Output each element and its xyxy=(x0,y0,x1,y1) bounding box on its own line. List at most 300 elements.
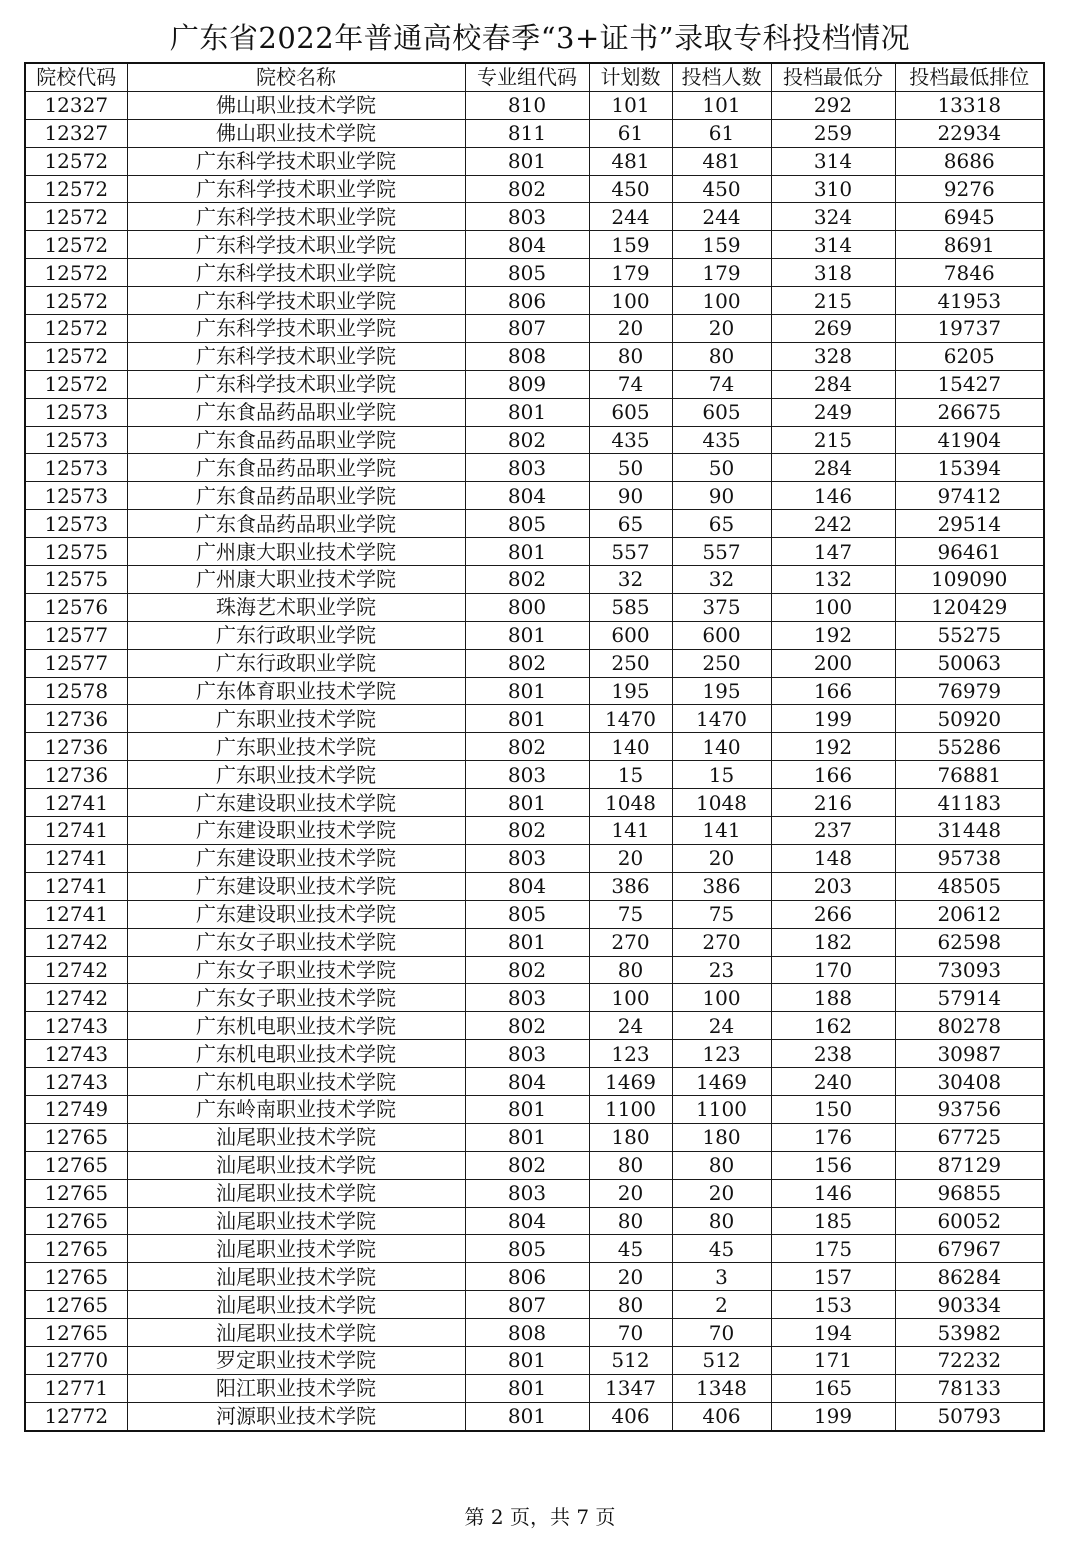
min-rank-cell: 41183 xyxy=(895,789,1044,817)
school-code-cell: 12736 xyxy=(25,761,127,789)
school-code-cell: 12572 xyxy=(25,147,127,175)
table-row xyxy=(25,426,1044,454)
admitted-count-cell: 80 xyxy=(672,1207,771,1235)
min-score-cell: 166 xyxy=(771,677,895,705)
table-body xyxy=(25,91,1044,1430)
table-row xyxy=(25,1374,1044,1402)
group-code-cell: 803 xyxy=(465,203,589,231)
plan-count-cell: 244 xyxy=(589,203,672,231)
admitted-count-cell: 1470 xyxy=(672,705,771,733)
min-rank-cell: 6205 xyxy=(895,342,1044,370)
school-code-cell: 12573 xyxy=(25,398,127,426)
admitted-count-cell: 179 xyxy=(672,259,771,287)
table-row xyxy=(25,900,1044,928)
school-name-cell: 河源职业技术学院 xyxy=(127,1402,465,1430)
plan-count-cell: 180 xyxy=(589,1123,672,1151)
group-code-cell: 801 xyxy=(465,1095,589,1123)
min-score-cell: 150 xyxy=(771,1095,895,1123)
school-code-cell: 12741 xyxy=(25,900,127,928)
plan-count-cell: 74 xyxy=(589,370,672,398)
min-score-cell: 314 xyxy=(771,147,895,175)
school-name-cell: 广东机电职业技术学院 xyxy=(127,1040,465,1068)
admitted-count-cell: 557 xyxy=(672,538,771,566)
min-rank-cell: 20612 xyxy=(895,900,1044,928)
group-code-cell: 803 xyxy=(465,984,589,1012)
table-row xyxy=(25,91,1044,119)
school-code-cell: 12572 xyxy=(25,287,127,315)
min-score-cell: 318 xyxy=(771,259,895,287)
table-row xyxy=(25,733,1044,761)
admitted-count-cell: 65 xyxy=(672,510,771,538)
table-row xyxy=(25,1012,1044,1040)
min-score-cell: 292 xyxy=(771,91,895,119)
plan-count-cell: 80 xyxy=(589,1207,672,1235)
school-name-cell: 广东科学技术职业学院 xyxy=(127,342,465,370)
school-code-cell: 12572 xyxy=(25,203,127,231)
table-row xyxy=(25,1235,1044,1263)
header-plan-count: 计划数 xyxy=(589,63,672,91)
min-rank-cell: 67725 xyxy=(895,1123,1044,1151)
school-code-cell: 12575 xyxy=(25,566,127,594)
plan-count-cell: 250 xyxy=(589,649,672,677)
min-rank-cell: 120429 xyxy=(895,593,1044,621)
school-code-cell: 12573 xyxy=(25,482,127,510)
admitted-count-cell: 250 xyxy=(672,649,771,677)
admitted-count-cell: 386 xyxy=(672,872,771,900)
plan-count-cell: 1100 xyxy=(589,1095,672,1123)
min-score-cell: 176 xyxy=(771,1123,895,1151)
school-code-cell: 12765 xyxy=(25,1123,127,1151)
min-score-cell: 215 xyxy=(771,287,895,315)
admitted-count-cell: 605 xyxy=(672,398,771,426)
min-score-cell: 192 xyxy=(771,621,895,649)
table-row xyxy=(25,956,1044,984)
school-name-cell: 广东行政职业学院 xyxy=(127,649,465,677)
plan-count-cell: 65 xyxy=(589,510,672,538)
min-score-cell: 249 xyxy=(771,398,895,426)
group-code-cell: 810 xyxy=(465,91,589,119)
group-code-cell: 805 xyxy=(465,900,589,928)
table-row xyxy=(25,1179,1044,1207)
group-code-cell: 802 xyxy=(465,817,589,845)
admitted-count-cell: 512 xyxy=(672,1346,771,1374)
admitted-count-cell: 74 xyxy=(672,370,771,398)
school-code-cell: 12741 xyxy=(25,789,127,817)
table-row xyxy=(25,872,1044,900)
plan-count-cell: 605 xyxy=(589,398,672,426)
group-code-cell: 802 xyxy=(465,1012,589,1040)
school-name-cell: 汕尾职业技术学院 xyxy=(127,1291,465,1319)
min-score-cell: 165 xyxy=(771,1374,895,1402)
plan-count-cell: 32 xyxy=(589,566,672,594)
school-code-cell: 12772 xyxy=(25,1402,127,1430)
min-rank-cell: 73093 xyxy=(895,956,1044,984)
table-row xyxy=(25,370,1044,398)
group-code-cell: 804 xyxy=(465,872,589,900)
admission-table xyxy=(24,62,1045,1432)
admitted-count-cell: 1469 xyxy=(672,1068,771,1096)
school-name-cell: 广州康大职业技术学院 xyxy=(127,566,465,594)
school-code-cell: 12765 xyxy=(25,1263,127,1291)
school-name-cell: 广东机电职业技术学院 xyxy=(127,1068,465,1096)
min-score-cell: 146 xyxy=(771,482,895,510)
school-code-cell: 12577 xyxy=(25,621,127,649)
min-score-cell: 284 xyxy=(771,454,895,482)
plan-count-cell: 90 xyxy=(589,482,672,510)
school-name-cell: 广东食品药品职业学院 xyxy=(127,482,465,510)
min-score-cell: 156 xyxy=(771,1151,895,1179)
plan-count-cell: 20 xyxy=(589,1179,672,1207)
plan-count-cell: 435 xyxy=(589,426,672,454)
table-row xyxy=(25,482,1044,510)
school-code-cell: 12742 xyxy=(25,984,127,1012)
min-rank-cell: 9276 xyxy=(895,175,1044,203)
table-row xyxy=(25,928,1044,956)
school-name-cell: 广东职业技术学院 xyxy=(127,761,465,789)
table-row xyxy=(25,1319,1044,1347)
min-rank-cell: 19737 xyxy=(895,315,1044,343)
group-code-cell: 801 xyxy=(465,621,589,649)
min-score-cell: 199 xyxy=(771,705,895,733)
group-code-cell: 804 xyxy=(465,1068,589,1096)
plan-count-cell: 50 xyxy=(589,454,672,482)
school-name-cell: 广东建设职业技术学院 xyxy=(127,789,465,817)
admitted-count-cell: 100 xyxy=(672,287,771,315)
min-score-cell: 238 xyxy=(771,1040,895,1068)
group-code-cell: 802 xyxy=(465,426,589,454)
admitted-count-cell: 20 xyxy=(672,844,771,872)
group-code-cell: 801 xyxy=(465,1346,589,1374)
admitted-count-cell: 50 xyxy=(672,454,771,482)
school-name-cell: 汕尾职业技术学院 xyxy=(127,1207,465,1235)
school-code-cell: 12765 xyxy=(25,1235,127,1263)
school-code-cell: 12572 xyxy=(25,315,127,343)
admitted-count-cell: 481 xyxy=(672,147,771,175)
plan-count-cell: 45 xyxy=(589,1235,672,1263)
min-score-cell: 259 xyxy=(771,119,895,147)
plan-count-cell: 1048 xyxy=(589,789,672,817)
admitted-count-cell: 435 xyxy=(672,426,771,454)
table-row xyxy=(25,649,1044,677)
min-rank-cell: 30408 xyxy=(895,1068,1044,1096)
plan-count-cell: 70 xyxy=(589,1319,672,1347)
group-code-cell: 804 xyxy=(465,482,589,510)
min-rank-cell: 50920 xyxy=(895,705,1044,733)
group-code-cell: 809 xyxy=(465,370,589,398)
group-code-cell: 801 xyxy=(465,147,589,175)
min-rank-cell: 96461 xyxy=(895,538,1044,566)
min-score-cell: 324 xyxy=(771,203,895,231)
school-name-cell: 广东行政职业学院 xyxy=(127,621,465,649)
school-name-cell: 广东女子职业技术学院 xyxy=(127,984,465,1012)
plan-count-cell: 512 xyxy=(589,1346,672,1374)
plan-count-cell: 159 xyxy=(589,231,672,259)
min-score-cell: 200 xyxy=(771,649,895,677)
school-name-cell: 广东食品药品职业学院 xyxy=(127,398,465,426)
school-name-cell: 广东科学技术职业学院 xyxy=(127,203,465,231)
group-code-cell: 801 xyxy=(465,789,589,817)
min-rank-cell: 48505 xyxy=(895,872,1044,900)
plan-count-cell: 80 xyxy=(589,1151,672,1179)
admitted-count-cell: 61 xyxy=(672,119,771,147)
admitted-count-cell: 180 xyxy=(672,1123,771,1151)
min-rank-cell: 93756 xyxy=(895,1095,1044,1123)
table-row xyxy=(25,1207,1044,1235)
admitted-count-cell: 80 xyxy=(672,342,771,370)
min-rank-cell: 80278 xyxy=(895,1012,1044,1040)
min-score-cell: 284 xyxy=(771,370,895,398)
school-code-cell: 12573 xyxy=(25,454,127,482)
school-name-cell: 广东女子职业技术学院 xyxy=(127,956,465,984)
group-code-cell: 804 xyxy=(465,231,589,259)
min-score-cell: 166 xyxy=(771,761,895,789)
plan-count-cell: 406 xyxy=(589,1402,672,1430)
table-row xyxy=(25,761,1044,789)
group-code-cell: 801 xyxy=(465,1123,589,1151)
header-school-name: 院校名称 xyxy=(127,63,465,91)
school-name-cell: 广东机电职业技术学院 xyxy=(127,1012,465,1040)
school-code-cell: 12575 xyxy=(25,538,127,566)
school-code-cell: 12573 xyxy=(25,426,127,454)
plan-count-cell: 80 xyxy=(589,1291,672,1319)
table-row xyxy=(25,1095,1044,1123)
school-name-cell: 佛山职业技术学院 xyxy=(127,91,465,119)
header-group-code: 专业组代码 xyxy=(465,63,589,91)
group-code-cell: 808 xyxy=(465,342,589,370)
school-name-cell: 广东科学技术职业学院 xyxy=(127,315,465,343)
min-rank-cell: 109090 xyxy=(895,566,1044,594)
plan-count-cell: 15 xyxy=(589,761,672,789)
group-code-cell: 803 xyxy=(465,1040,589,1068)
min-score-cell: 100 xyxy=(771,593,895,621)
min-score-cell: 314 xyxy=(771,231,895,259)
admitted-count-cell: 75 xyxy=(672,900,771,928)
group-code-cell: 802 xyxy=(465,649,589,677)
school-name-cell: 广东科学技术职业学院 xyxy=(127,370,465,398)
min-rank-cell: 13318 xyxy=(895,91,1044,119)
plan-count-cell: 386 xyxy=(589,872,672,900)
admitted-count-cell: 20 xyxy=(672,315,771,343)
school-name-cell: 广东科学技术职业学院 xyxy=(127,175,465,203)
min-rank-cell: 78133 xyxy=(895,1374,1044,1402)
header-admitted-count: 投档人数 xyxy=(672,63,771,91)
min-rank-cell: 50063 xyxy=(895,649,1044,677)
group-code-cell: 800 xyxy=(465,593,589,621)
min-rank-cell: 8686 xyxy=(895,147,1044,175)
school-code-cell: 12572 xyxy=(25,231,127,259)
table-row xyxy=(25,984,1044,1012)
min-rank-cell: 67967 xyxy=(895,1235,1044,1263)
plan-count-cell: 20 xyxy=(589,1263,672,1291)
school-code-cell: 12573 xyxy=(25,510,127,538)
group-code-cell: 801 xyxy=(465,1374,589,1402)
plan-count-cell: 80 xyxy=(589,342,672,370)
min-rank-cell: 86284 xyxy=(895,1263,1044,1291)
table-row xyxy=(25,677,1044,705)
school-name-cell: 广东科学技术职业学院 xyxy=(127,147,465,175)
min-rank-cell: 90334 xyxy=(895,1291,1044,1319)
table-row xyxy=(25,1346,1044,1374)
admitted-count-cell: 100 xyxy=(672,984,771,1012)
school-name-cell: 汕尾职业技术学院 xyxy=(127,1235,465,1263)
min-score-cell: 146 xyxy=(771,1179,895,1207)
school-code-cell: 12578 xyxy=(25,677,127,705)
min-rank-cell: 96855 xyxy=(895,1179,1044,1207)
group-code-cell: 801 xyxy=(465,1402,589,1430)
min-score-cell: 328 xyxy=(771,342,895,370)
school-name-cell: 佛山职业技术学院 xyxy=(127,119,465,147)
group-code-cell: 807 xyxy=(465,315,589,343)
school-code-cell: 12749 xyxy=(25,1095,127,1123)
group-code-cell: 811 xyxy=(465,119,589,147)
admitted-count-cell: 1048 xyxy=(672,789,771,817)
school-code-cell: 12327 xyxy=(25,91,127,119)
admitted-count-cell: 20 xyxy=(672,1179,771,1207)
table-header-row xyxy=(25,63,1044,91)
min-score-cell: 132 xyxy=(771,566,895,594)
table-row xyxy=(25,119,1044,147)
group-code-cell: 801 xyxy=(465,677,589,705)
plan-count-cell: 100 xyxy=(589,984,672,1012)
school-code-cell: 12743 xyxy=(25,1040,127,1068)
header-min-score: 投档最低分 xyxy=(771,63,895,91)
table-row xyxy=(25,1068,1044,1096)
school-name-cell: 阳江职业技术学院 xyxy=(127,1374,465,1402)
table-row xyxy=(25,566,1044,594)
min-score-cell: 182 xyxy=(771,928,895,956)
group-code-cell: 804 xyxy=(465,1207,589,1235)
page-title: 广东省2022年普通高校春季“3+证书”录取专科投档情况 xyxy=(169,21,911,55)
school-code-cell: 12742 xyxy=(25,956,127,984)
plan-count-cell: 195 xyxy=(589,677,672,705)
school-name-cell: 广东科学技术职业学院 xyxy=(127,231,465,259)
table-row xyxy=(25,705,1044,733)
min-rank-cell: 26675 xyxy=(895,398,1044,426)
group-code-cell: 801 xyxy=(465,705,589,733)
school-code-cell: 12765 xyxy=(25,1151,127,1179)
table-row xyxy=(25,203,1044,231)
school-name-cell: 广东建设职业技术学院 xyxy=(127,900,465,928)
plan-count-cell: 179 xyxy=(589,259,672,287)
min-rank-cell: 41904 xyxy=(895,426,1044,454)
school-code-cell: 12765 xyxy=(25,1207,127,1235)
school-name-cell: 广东职业技术学院 xyxy=(127,705,465,733)
school-name-cell: 广东建设职业技术学院 xyxy=(127,817,465,845)
plan-count-cell: 20 xyxy=(589,315,672,343)
group-code-cell: 806 xyxy=(465,287,589,315)
plan-count-cell: 557 xyxy=(589,538,672,566)
school-name-cell: 广东食品药品职业学院 xyxy=(127,510,465,538)
table-row xyxy=(25,789,1044,817)
plan-count-cell: 270 xyxy=(589,928,672,956)
admitted-count-cell: 24 xyxy=(672,1012,771,1040)
min-rank-cell: 97412 xyxy=(895,482,1044,510)
min-rank-cell: 8691 xyxy=(895,231,1044,259)
min-score-cell: 192 xyxy=(771,733,895,761)
admitted-count-cell: 1100 xyxy=(672,1095,771,1123)
group-code-cell: 803 xyxy=(465,454,589,482)
admitted-count-cell: 70 xyxy=(672,1319,771,1347)
school-code-cell: 12770 xyxy=(25,1346,127,1374)
admitted-count-cell: 32 xyxy=(672,566,771,594)
school-code-cell: 12741 xyxy=(25,844,127,872)
admitted-count-cell: 159 xyxy=(672,231,771,259)
plan-count-cell: 1469 xyxy=(589,1068,672,1096)
school-name-cell: 汕尾职业技术学院 xyxy=(127,1179,465,1207)
plan-count-cell: 101 xyxy=(589,91,672,119)
min-score-cell: 170 xyxy=(771,956,895,984)
group-code-cell: 802 xyxy=(465,175,589,203)
group-code-cell: 803 xyxy=(465,761,589,789)
min-rank-cell: 72232 xyxy=(895,1346,1044,1374)
table-row xyxy=(25,1151,1044,1179)
school-code-cell: 12765 xyxy=(25,1291,127,1319)
plan-count-cell: 600 xyxy=(589,621,672,649)
school-name-cell: 广东职业技术学院 xyxy=(127,733,465,761)
plan-count-cell: 100 xyxy=(589,287,672,315)
group-code-cell: 806 xyxy=(465,1263,589,1291)
plan-count-cell: 123 xyxy=(589,1040,672,1068)
min-rank-cell: 76881 xyxy=(895,761,1044,789)
admitted-count-cell: 195 xyxy=(672,677,771,705)
group-code-cell: 803 xyxy=(465,844,589,872)
group-code-cell: 802 xyxy=(465,566,589,594)
admitted-count-cell: 450 xyxy=(672,175,771,203)
plan-count-cell: 140 xyxy=(589,733,672,761)
plan-count-cell: 585 xyxy=(589,593,672,621)
min-score-cell: 199 xyxy=(771,1402,895,1430)
min-score-cell: 153 xyxy=(771,1291,895,1319)
admitted-count-cell: 45 xyxy=(672,1235,771,1263)
school-name-cell: 广东岭南职业技术学院 xyxy=(127,1095,465,1123)
group-code-cell: 802 xyxy=(465,733,589,761)
group-code-cell: 805 xyxy=(465,259,589,287)
school-code-cell: 12327 xyxy=(25,119,127,147)
school-code-cell: 12572 xyxy=(25,259,127,287)
admitted-count-cell: 3 xyxy=(672,1263,771,1291)
school-name-cell: 广东建设职业技术学院 xyxy=(127,844,465,872)
school-code-cell: 12572 xyxy=(25,370,127,398)
school-name-cell: 珠海艺术职业学院 xyxy=(127,593,465,621)
min-score-cell: 171 xyxy=(771,1346,895,1374)
min-score-cell: 216 xyxy=(771,789,895,817)
plan-count-cell: 1470 xyxy=(589,705,672,733)
plan-count-cell: 75 xyxy=(589,900,672,928)
school-code-cell: 12741 xyxy=(25,872,127,900)
header-min-rank: 投档最低排位 xyxy=(895,63,1044,91)
min-rank-cell: 15427 xyxy=(895,370,1044,398)
min-rank-cell: 50793 xyxy=(895,1402,1044,1430)
min-score-cell: 203 xyxy=(771,872,895,900)
min-score-cell: 240 xyxy=(771,1068,895,1096)
min-rank-cell: 29514 xyxy=(895,510,1044,538)
table-row xyxy=(25,621,1044,649)
admitted-count-cell: 140 xyxy=(672,733,771,761)
school-code-cell: 12765 xyxy=(25,1319,127,1347)
min-score-cell: 194 xyxy=(771,1319,895,1347)
school-code-cell: 12771 xyxy=(25,1374,127,1402)
admitted-count-cell: 23 xyxy=(672,956,771,984)
school-name-cell: 广东食品药品职业学院 xyxy=(127,426,465,454)
table-row xyxy=(25,1291,1044,1319)
plan-count-cell: 481 xyxy=(589,147,672,175)
min-rank-cell: 31448 xyxy=(895,817,1044,845)
table-row xyxy=(25,315,1044,343)
table-row xyxy=(25,259,1044,287)
group-code-cell: 807 xyxy=(465,1291,589,1319)
min-score-cell: 215 xyxy=(771,426,895,454)
admitted-count-cell: 15 xyxy=(672,761,771,789)
